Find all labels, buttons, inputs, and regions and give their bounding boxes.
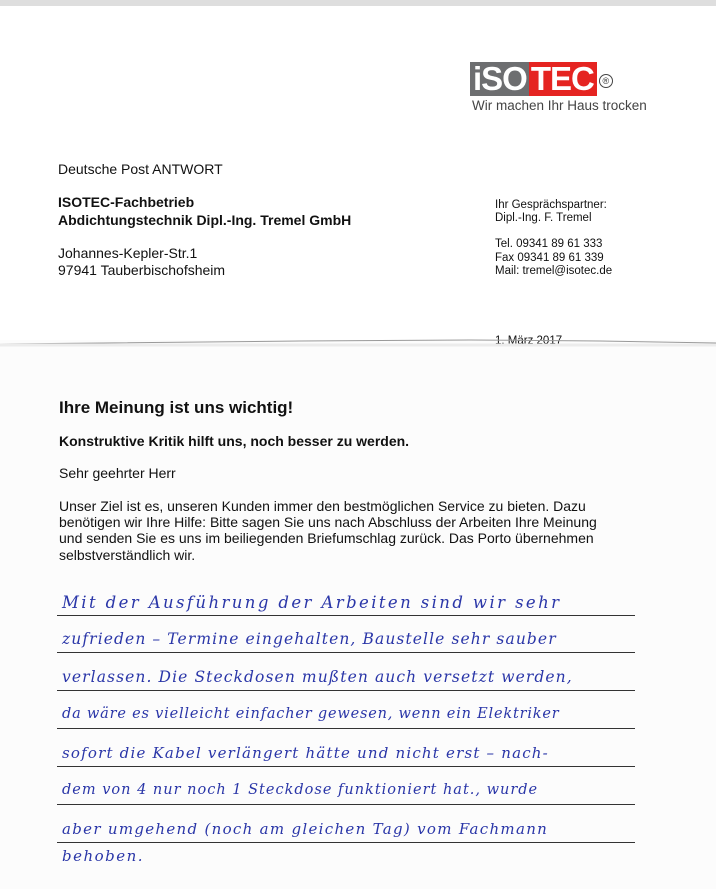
logo-iso-part: iSO xyxy=(470,62,529,96)
writing-line-5 xyxy=(57,766,635,767)
contact-email: Mail: tremel@isotec.de xyxy=(495,265,613,277)
handwritten-line-7: aber umgehend (noch am gleichen Tag) vom Fachmann xyxy=(62,820,549,838)
company-line-1: ISOTEC-Fachbetrieb xyxy=(58,194,195,210)
isotec-logo xyxy=(470,62,650,122)
handwritten-line-1: Mit der Ausführung der Arbeiten sind wir sehr xyxy=(62,593,562,612)
letter-date: 1. März 2017 xyxy=(495,335,563,347)
logo-tec-part: TEC xyxy=(529,62,597,96)
handwritten-line-2: zufrieden – Termine eingehalten, Baustelle sehr sauber xyxy=(62,630,557,648)
contact-phone: Tel. 09341 89 61 333 xyxy=(495,238,603,250)
handwritten-line-4: da wäre es vielleicht einfacher gewesen, wenn ein Elektriker xyxy=(62,706,560,722)
writing-line-7 xyxy=(57,842,635,843)
body-line-3: und senden Sie es uns im beiliegenden Briefumschlag zurück. Das Porto übernehmen xyxy=(59,530,594,546)
writing-line-4 xyxy=(57,728,635,729)
paper-top-shadow xyxy=(0,0,716,6)
body-line-4: selbstverständlich wir. xyxy=(59,547,196,563)
company-line-2: Abdichtungstechnik Dipl.-Ing. Tremel GmbH xyxy=(58,212,352,228)
salutation: Sehr geehrter Herr xyxy=(59,465,176,481)
writing-line-6 xyxy=(57,804,635,805)
body-line-1: Unser Ziel ist es, unseren Kunden immer den bestmöglichen Service zu bieten. Dazu xyxy=(59,498,586,514)
postal-service-label: Deutsche Post ANTWORT xyxy=(58,161,223,177)
letter-subheading: Konstruktive Kritik hilft uns, noch besser zu werden. xyxy=(59,433,410,449)
handwritten-line-3: verlassen. Die Steckdosen mußten auch versetzt werden, xyxy=(62,668,573,686)
writing-line-3 xyxy=(57,690,635,691)
contact-fax: Fax 09341 89 61 339 xyxy=(495,252,604,264)
handwritten-line-6: dem von 4 nur noch 1 Steckdose funktioniert hat., wurde xyxy=(62,782,539,798)
city-address: 97941 Tauberbischofsheim xyxy=(58,262,226,278)
logo-tagline: Wir machen Ihr Haus trocken xyxy=(472,98,647,113)
writing-line-2 xyxy=(57,652,635,653)
registered-mark: ® xyxy=(599,74,613,88)
paper-fold-edge xyxy=(0,338,716,348)
street-address: Johannes-Kepler-Str.1 xyxy=(58,245,198,261)
handwritten-line-5: sofort die Kabel verlängert hätte und nicht erst – nach- xyxy=(62,744,549,762)
writing-line-1 xyxy=(57,615,635,616)
body-line-2: benötigen wir Ihre Hilfe: Bitte sagen Sie uns nach Abschluss der Arbeiten Ihre Meinung xyxy=(59,514,597,530)
letter-heading: Ihre Meinung ist uns wichtig! xyxy=(59,398,294,417)
handwritten-line-8: behoben. xyxy=(62,847,145,865)
contact-label: Ihr Gesprächspartner: xyxy=(495,199,607,211)
contact-name: Dipl.-Ing. F. Tremel xyxy=(495,212,592,224)
